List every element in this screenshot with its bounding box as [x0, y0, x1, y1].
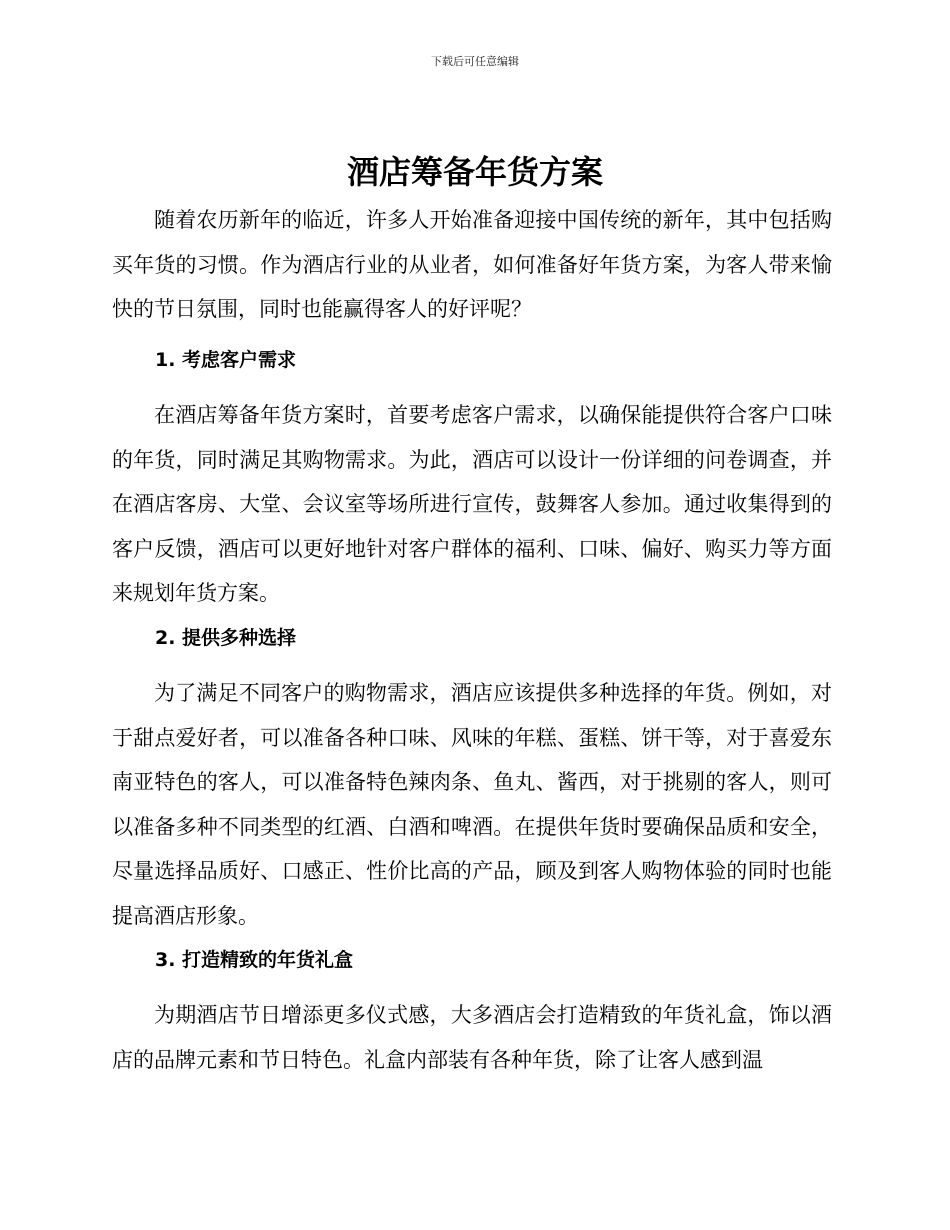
section-body-1: 在酒店筹备年货方案时，首要考虑客户需求，以确保能提供符合客户口味的年货，同时满足其购物需求。为此，酒店可以设计一份详细的问卷调查，并在酒店客房、大堂、会议室等场所进行宣传，鼓舞客人参加。通过收集得到的客户反馈，酒店可以更好地针对客户群体的福利、口味、偏好、购买力等方面来规划年货方案。: [112, 403, 832, 605]
document-title: 酒店筹备年货方案: [346, 153, 603, 191]
header-note: 下载后可任意编辑: [431, 55, 519, 68]
section-body-2: 为了满足不同客户的购物需求，酒店应该提供多种选择的年货。例如，对于甜点爱好者，可以准备各种口味、风味的年糕、蛋糕、饼干等，对于喜爱东南亚特色的客人，可以准备特色辣肉条、鱼丸、酱西，对于挑剔的客人，则可以准备多种不同类型的红酒、白酒和啤酒。在提供年货时要确保品质和安全，尽量选择品质好、口感正、性价比高的产品，顾及到客人购物体验的同时也能提高酒店形象。: [112, 681, 832, 928]
section-heading-2: 2. 提供多种选择: [155, 627, 297, 649]
section-body-3: 为期酒店节日增添更多仪式感，大多酒店会打造精致的年货礼盒，饰以酒店的品牌元素和节日特色。礼盒内部装有各种年货，除了让客人感到温: [112, 1003, 832, 1072]
section-heading-1: 1. 考虑客户需求: [155, 349, 297, 371]
intro-paragraph: 随着农历新年的临近，许多人开始准备迎接中国传统的新年，其中包括购买年货的习惯。作为酒店行业的从业者，如何准备好年货方案，为客人带来愉快的节日氛围，同时也能赢得客人的好评呢？: [112, 208, 832, 321]
section-heading-3: 3. 打造精致的年货礼盒: [155, 949, 354, 971]
